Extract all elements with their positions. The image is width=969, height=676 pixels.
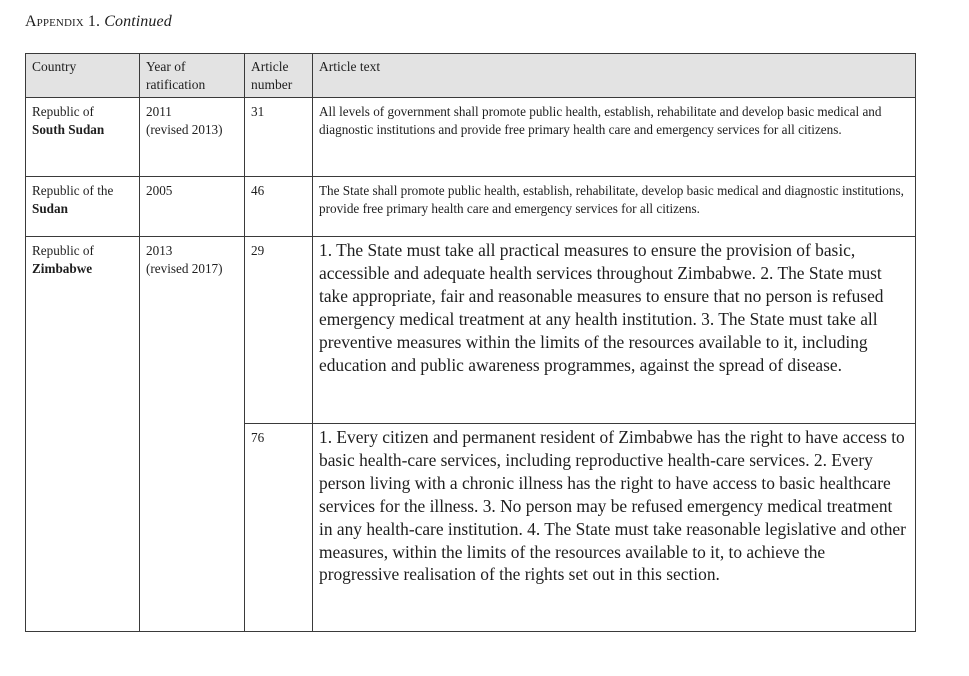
- header-country: [26, 54, 140, 98]
- article-number-cell: [245, 177, 313, 237]
- article-number-cell: [245, 237, 313, 424]
- article-text: All levels of government shall promote public health, establish, rehabilitate and develop basic medical and diagnostic institutions and provide free primary health care and emergency services for all citizens.: [319, 104, 882, 137]
- table-caption: [25, 13, 172, 31]
- year-value: 2011: [146, 104, 172, 119]
- header-year-line2: ratification: [146, 77, 206, 92]
- article-text: 1. Every citizen and permanent resident of Zimbabwe has the right to have access to basic health-care services, including reproductive health-care services. 2. Every person living with a chronic illness has the right to have access to basic healthcare services for the illness. 3. No person may be refused emergency medical treatment in any health-care institution. 4. The State must take reasonable legislative and other measures, within the limits of the resources available to it, to achieve the progressive realisation of the rights set out in this section.: [319, 427, 906, 585]
- year-cell: [140, 98, 245, 177]
- article-number: 46: [251, 183, 265, 198]
- header-text-label: Article text: [319, 59, 381, 74]
- table-row: [26, 237, 916, 424]
- year-cell: [140, 237, 245, 632]
- header-article-line2: number: [251, 77, 293, 92]
- country-prefix: Republic of the: [32, 183, 114, 198]
- article-text-cell: [313, 237, 916, 424]
- header-year: [140, 54, 245, 98]
- country-name: South Sudan: [32, 122, 105, 137]
- article-text-cell: [313, 177, 916, 237]
- article-number: 76: [251, 430, 265, 445]
- year-note: (revised 2013): [146, 122, 223, 137]
- article-number-cell: [245, 424, 313, 632]
- caption-number: 1.: [87, 13, 101, 30]
- article-text: 1. The State must take all practical measures to ensure the provision of basic, accessible and adequate health services throughout Zimbabwe. 2. The State must take appropriate, fair and reasonable measures to ensure that no person is refused emergency medical treatment at any health institution. 3. The State must take all preventive measures within the limits of the resources available to it, including education and public awareness programmes, against the spread of disease.: [319, 240, 884, 375]
- article-number: 31: [251, 104, 265, 119]
- table-row: [26, 98, 916, 177]
- country-name: Zimbabwe: [32, 261, 93, 276]
- article-number-cell: [245, 98, 313, 177]
- table-header-row: [26, 54, 916, 98]
- country-prefix: Republic of: [32, 104, 94, 119]
- caption-label: Appendix: [25, 13, 84, 30]
- caption-suffix: Continued: [104, 13, 172, 30]
- country-cell: [26, 237, 140, 632]
- article-text-cell: [313, 424, 916, 632]
- article-number: 29: [251, 243, 265, 258]
- header-article-number: [245, 54, 313, 98]
- article-text-cell: [313, 98, 916, 177]
- country-prefix: Republic of: [32, 243, 94, 258]
- country-cell: [26, 177, 140, 237]
- country-cell: [26, 98, 140, 177]
- header-article-line1: Article: [251, 59, 289, 74]
- country-name: Sudan: [32, 201, 68, 216]
- year-value: 2005: [146, 183, 173, 198]
- year-note: (revised 2017): [146, 261, 223, 276]
- header-article-text: [313, 54, 916, 98]
- header-year-line1: Year of: [146, 59, 186, 74]
- year-cell: [140, 177, 245, 237]
- article-text: The State shall promote public health, establish, rehabilitate, develop basic medical and diagnostic institutions, provide free primary health care and emergency services for all citizens.: [319, 183, 904, 216]
- year-value: 2013: [146, 243, 173, 258]
- header-country-label: Country: [32, 59, 77, 74]
- appendix-table: [25, 53, 916, 632]
- table-row: [26, 177, 916, 237]
